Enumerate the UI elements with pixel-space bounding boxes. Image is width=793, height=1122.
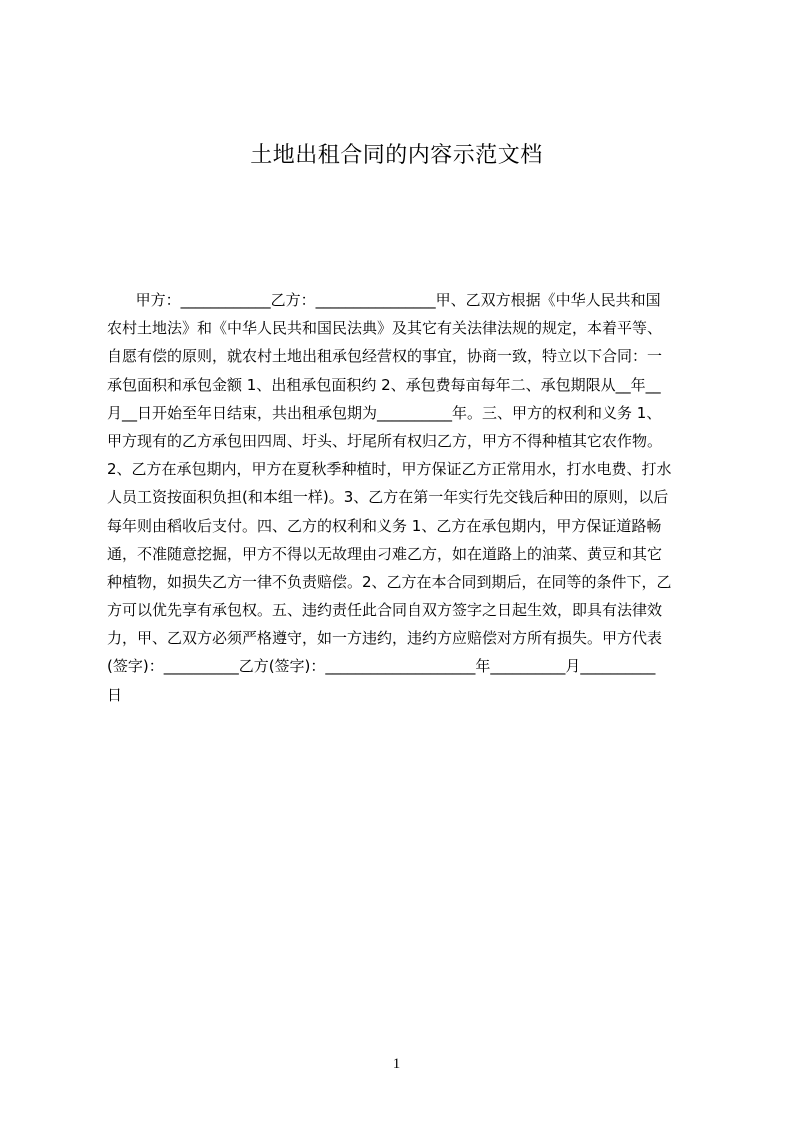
page-number: 1 [392, 1056, 401, 1072]
body-line-5: 月__日开始至年日结束，共出租承包期为__________年。三、甲方的权利和义务 1、 [107, 403, 662, 422]
body-line-9: 每年则由稻收后支付。四、乙方的权利和义务 1、乙方在承包期内，甲方保证道路畅 [107, 516, 662, 535]
document-title: 土地出租合同的内容示范文档 [250, 143, 543, 168]
body-line-7: 2、乙方在承包期内，甲方在夏秋季种植时，甲方保证乙方正常用水，打水电费、打水 [107, 460, 672, 479]
body-line-3: 自愿有偿的原则，就农村土地出租承包经营权的事宜，协商一致，特立以下合同：一 [107, 347, 663, 366]
body-line-12: 方可以优先享有承包权。五、违约责任此合同自双方签字之日起生效，即具有法律效 [107, 601, 663, 620]
body-line-14: (签字)：__________乙方(签字)：____________________年__________月__________ [107, 657, 656, 676]
body-line-13: 力，甲、乙双方必须严格遵守，如一方违约，违约方应赔偿对方所有损失。甲方代表 [107, 629, 663, 648]
body-line-11: 种植物，如损失乙方一律不负责赔偿。2、乙方在本合同到期后，在同等的条件下，乙 [107, 572, 672, 591]
body-line-15: 日 [107, 685, 123, 704]
body-line-10: 通，不准随意挖掘，甲方不得以无故理由刁难乙方，如在道路上的油菜、黄豆和其它 [107, 544, 663, 563]
body-line-6: 甲方现有的乙方承包田四周、圩头、圩尾所有权归乙方，甲方不得种植其它农作物。 [107, 431, 663, 450]
body-line-4: 承包面积和承包金额 1、出租承包面积约 2、承包费每亩每年二、承包期限从__年__ [107, 375, 661, 394]
contract-body [107, 286, 699, 709]
body-line-2: 农村土地法》和《中华人民共和国民法典》及其它有关法律法规的规定，本着平等、 [107, 319, 663, 338]
body-line-1: 甲方：____________乙方：________________甲、乙双方根据《中华人民共和国 [107, 291, 661, 309]
body-line-8: 人员工资按面积负担(和本组一样)。3、乙方在第一年实行先交钱后种田的原则，以后 [107, 488, 669, 507]
